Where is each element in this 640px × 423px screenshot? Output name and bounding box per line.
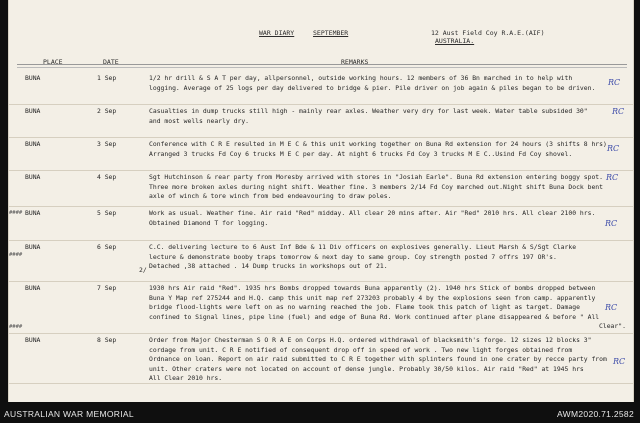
remarks-line: C.C. delivering lecture to 6 Aust Inf Bde & 11 Div officers on explosives generally. Lieut Marsh & S/Sgt Clarke xyxy=(149,243,577,251)
entry-place: BUNA xyxy=(25,243,41,251)
header-rule xyxy=(17,64,627,68)
remarks-line: confined to Signal lines, pipe line (fuel) and edge of Buna Rd. Work continued after plane disappeared & before " All xyxy=(149,312,600,321)
remarks-line: Arranged 3 trucks Fd Coy 6 trucks M E C per day. At night 6 trucks Fd Coy 3 trucks M E C..Usind Fd Coy shovel. xyxy=(149,149,573,158)
entry-date: 3 Sep xyxy=(97,140,117,148)
remarks-line: 1930 hrs Air raid "Red". 1935 hrs Bombs dropped towards Buna apparently (2). 1940 hrs Stick of bombs dropped between xyxy=(149,284,596,292)
diary-entry-row xyxy=(9,333,633,384)
column-header-place: PLACE xyxy=(43,58,63,66)
handwritten-initials: RC xyxy=(612,107,625,116)
remarks-line: Obtained Diamond T for logging. xyxy=(149,218,269,227)
remarks-line: and most wells nearly dry. xyxy=(149,116,250,125)
margin-hatch: #### xyxy=(9,252,23,258)
entry-remarks xyxy=(149,284,626,332)
entry-date: 7 Sep xyxy=(97,284,117,292)
entry-remarks xyxy=(149,107,588,126)
entry-remarks xyxy=(149,173,603,202)
entry-place: BUNA xyxy=(25,107,41,115)
entry-date: 8 Sep xyxy=(97,336,117,344)
remarks-line: unit. Other craters were not located on account of dense jungle. Probably 30/50 kilos. Air raid "Red" at 1945 hrs xyxy=(149,364,584,373)
remarks-line: Work as usual. Weather fine. Air raid "Red" midday. All clear 20 mins after. Air "Red" 2010 hrs. All clear 2100 hrs. xyxy=(149,209,596,217)
handwritten-initials: RC xyxy=(605,303,618,312)
diary-entry-row xyxy=(9,206,633,241)
remarks-line: Buna Y Map ref 275244 and H.Q. camp this unit map ref 273203 probably 4 by the explosions seen from camp. apparently xyxy=(149,293,596,302)
remarks-line: cordage from unit. C R E notified of consequent drop off in speed of work . Two new light forges obtained from xyxy=(149,345,573,354)
handwritten-initials: RC xyxy=(605,219,618,228)
entry-place: BUNA xyxy=(25,140,41,148)
handwritten-initials: RC xyxy=(613,357,626,366)
handwritten-initials: RC xyxy=(608,78,621,87)
entry-place: BUNA xyxy=(25,74,41,82)
diary-title: WAR DIARY xyxy=(259,29,295,37)
remarks-line: lecture & demonstrate booby traps tomorrow & next day to same group. Coy strength posted 7 offrs 197 OR's. xyxy=(149,252,557,261)
diary-entry-row xyxy=(9,104,633,138)
column-header-date: DATE xyxy=(103,58,119,66)
diary-entry-row xyxy=(9,281,633,334)
entry-remarks xyxy=(149,336,607,384)
remarks-line: logging. Average of 25 logs per day delivered to bridge & pier. Pile driver on job again & piles began to be driven. xyxy=(149,83,596,92)
entry-date: 6 Sep xyxy=(97,243,117,251)
remarks-line: bridge flood-lights were left on as no warning reached the job. Flame took this patch of light as target. Damage xyxy=(149,303,580,311)
diary-entry-row xyxy=(9,71,633,105)
entry-remarks xyxy=(149,209,595,228)
entry-remarks xyxy=(149,243,576,272)
entry-date: 2 Sep xyxy=(97,107,117,115)
entry-place: BUNA xyxy=(25,284,41,292)
entry-place: BUNA xyxy=(25,173,41,181)
diary-entry-row xyxy=(9,137,633,171)
remarks-line: Sgt Hutchinson & rear party from Moresby arrived with stores in "Josiah Earle". Buna Rd extension entering boggy spot. xyxy=(149,173,604,181)
diary-month: SEPTEMBER xyxy=(313,29,349,37)
entry-place: BUNA xyxy=(25,209,41,217)
margin-note: 2/ xyxy=(139,266,147,274)
remarks-line: Ordnance on loan. Report on air raid submitted to C R E together with splinters found in one crater by recce party from xyxy=(149,355,607,363)
entry-date: 5 Sep xyxy=(97,209,117,217)
reference-caption: AWM2020.71.2582 xyxy=(557,409,634,419)
handwritten-initials: RC xyxy=(606,173,619,182)
entry-place: BUNA xyxy=(25,336,41,344)
remarks-line: Detached ,38 attached . 14 Dump trucks in workshops out of 21. xyxy=(149,262,388,270)
remarks-line: All Clear 2010 hrs. xyxy=(149,374,223,382)
source-caption: AUSTRALIAN WAR MEMORIAL xyxy=(4,409,134,419)
remarks-line: Clear". xyxy=(599,322,626,330)
unit-name: 12 Aust Field Coy R.A.E.(AIF) xyxy=(431,29,545,37)
remarks-line: axle of winch & tore winch from bed endeavouring to draw poles. xyxy=(149,192,392,200)
remarks-line: Order from Major Chesterman S O R A E on Corps H.Q. ordered withdrawal of blacksmith's forge. 12 sizes 12 blocks 3" xyxy=(149,336,592,344)
remarks-line: 1/2 hr drill & S A T per day, allpersonnel, outside working hours. 12 members of 36 Bn marched in to help with xyxy=(149,74,573,82)
remarks-line: Conference with C R E resulted in M E C & this unit working together on Buna Rd extension for 24 hours (3 shifts 8 hrs) xyxy=(149,140,607,148)
diary-entry-row xyxy=(9,240,633,282)
remarks-line: Casualties in dump trucks still high - mainly rear axles. Weather very dry for last week. Water table subsided 30" xyxy=(149,107,588,115)
unit-country: AUSTRALIA. xyxy=(435,37,475,45)
margin-hatch: #### xyxy=(9,210,23,216)
entry-date: 4 Sep xyxy=(97,173,117,181)
handwritten-initials: RC xyxy=(607,144,620,153)
entry-remarks xyxy=(149,140,607,159)
diary-page xyxy=(8,0,634,402)
entry-date: 1 Sep xyxy=(97,74,117,82)
diary-entry-row xyxy=(9,170,633,207)
remarks-line: Three more broken axles during night shift. Weather fine. 3 members 2/14 Fd Coy marched out.Night shift Buna Dock bent xyxy=(149,182,604,191)
column-header-remarks: REMARKS xyxy=(341,58,369,66)
entry-remarks xyxy=(149,74,595,93)
margin-hatch: #### xyxy=(9,324,23,330)
